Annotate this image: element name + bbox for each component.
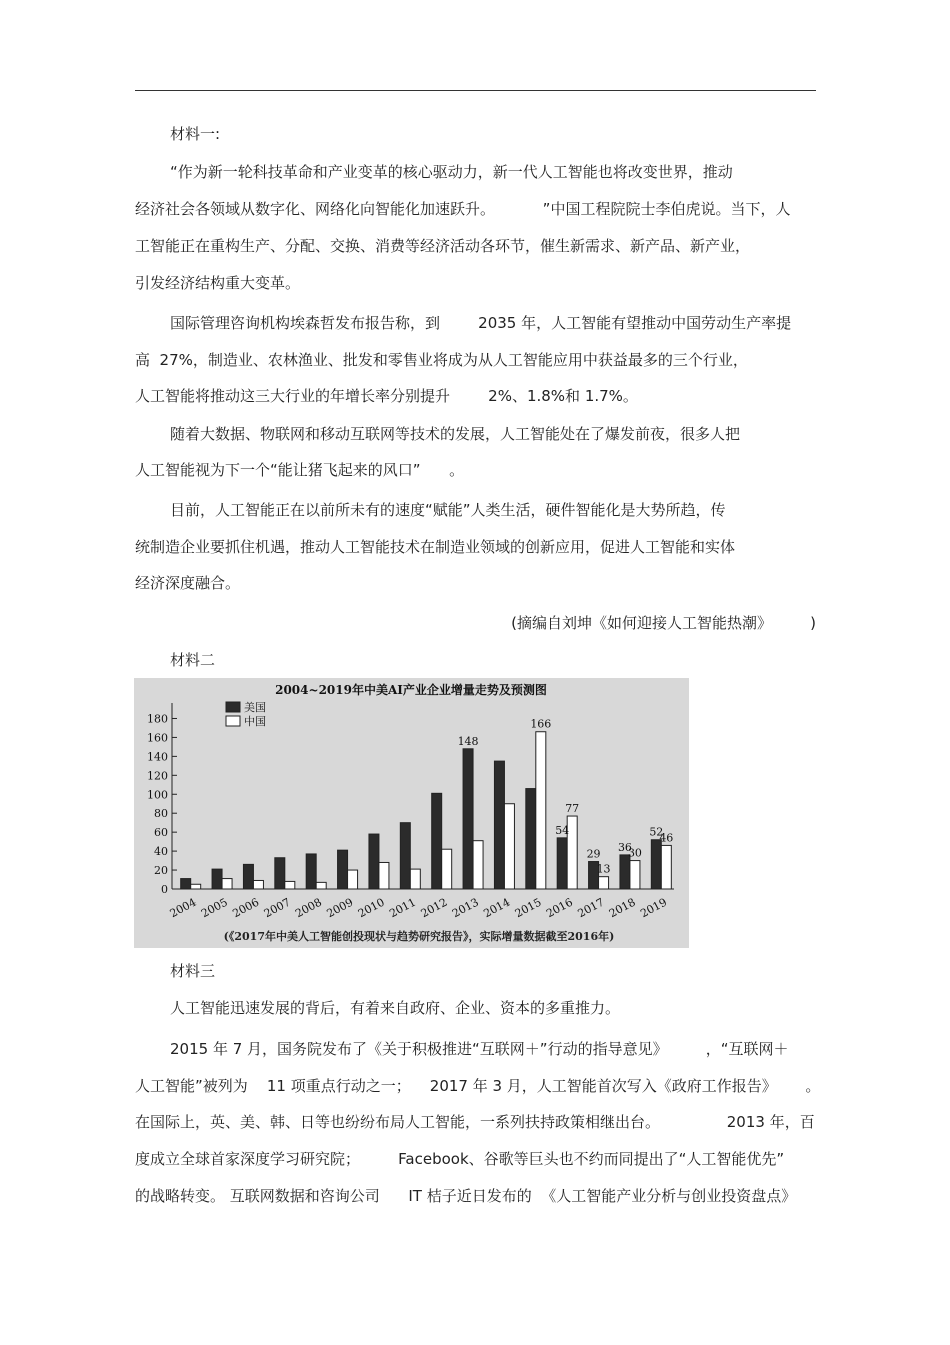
bar-china <box>504 804 514 889</box>
bar-china <box>191 884 201 889</box>
bar-china <box>473 841 483 889</box>
paragraph-line: 人工智能将推动这三大行业的年增长率分别提升 2%、1.8%和 1.7%。 <box>135 387 638 405</box>
bar-usa <box>369 834 379 889</box>
chart-title: 2004~2019年中美AI产业企业增量走势及预测图 <box>275 683 547 697</box>
legend-label-usa: 美国 <box>244 701 266 714</box>
source-citation: (摘编自刘坤《如何迎接人工智能热潮》 ) <box>511 614 816 632</box>
y-tick-label: 60 <box>154 826 168 840</box>
material-two-heading: 材料二 <box>170 651 216 669</box>
bar-usa <box>463 749 473 889</box>
paragraph-line: 统制造企业要抓住机遇，推动人工智能技术在制造业领域的创新应用，促进人工智能和实体 <box>135 538 736 556</box>
bar-china <box>410 869 420 889</box>
material-one-heading: 材料一: <box>170 125 221 143</box>
y-tick-label: 20 <box>154 864 168 878</box>
paragraph-line: 经济深度融合。 <box>135 574 241 592</box>
data-label: 29 <box>586 847 601 861</box>
paragraph-line: 人工智能迅速发展的背后，有着来自政府、企业、资本的多重推力。 <box>170 999 621 1017</box>
bar-usa <box>212 869 222 889</box>
bar-china <box>442 849 452 889</box>
paragraph-line: 经济社会各领域从数字化、网络化向智能化加速跃升。 ”中国工程院院士李伯虎说。当下，人 <box>135 200 791 218</box>
y-tick-label: 0 <box>161 883 168 896</box>
bar-usa <box>620 855 630 889</box>
x-tick-label: 2018 <box>606 895 638 921</box>
x-tick-label: 2006 <box>230 895 262 921</box>
x-tick-label: 2010 <box>355 895 387 921</box>
x-tick-label: 2017 <box>575 895 607 921</box>
x-tick-label: 2014 <box>481 895 513 921</box>
x-tick-label: 2009 <box>324 895 356 921</box>
bar-china <box>222 879 232 889</box>
x-tick-label: 2013 <box>450 895 481 921</box>
bar-china <box>285 881 295 889</box>
bar-usa <box>432 793 442 889</box>
legend-swatch-usa <box>226 702 240 712</box>
x-tick-label: 2007 <box>261 895 293 921</box>
paragraph-line: 国际管理咨询机构埃森哲发布报告称，到 2035 年，人工智能有望推动中国劳动生产率提 <box>170 314 792 332</box>
bar-usa <box>306 854 316 889</box>
paragraph-line: 在国际上，英、美、韩、日等也纷纷布局人工智能，一系列扶持政策相继出台。 2013 年，百 <box>135 1113 815 1131</box>
legend-swatch-china <box>226 716 240 726</box>
bar-china <box>253 880 263 889</box>
bar-usa <box>494 761 504 889</box>
data-label: 52 <box>649 825 664 839</box>
paragraph-line: 2015 年 7 月，国务院发布了《关于积极推进“互联网＋”行动的指导意见》 ，“互联网＋ <box>170 1040 789 1058</box>
paragraph-line: 人工智能视为下一个“能让猪飞起来的风口” 。 <box>135 461 465 479</box>
data-label: 13 <box>596 862 611 876</box>
paragraph-line: 目前，人工智能正在以前所未有的速度“赋能”人类生活，硬件智能化是大势所趋，传 <box>170 501 726 519</box>
bar-usa <box>275 858 285 889</box>
y-tick-label: 160 <box>147 731 168 745</box>
paragraph-line: 引发经济结构重大变革。 <box>135 274 301 292</box>
chart-footnote: (《2017年中美人工智能创投现状与趋势研究报告》，实际增量数据截至2016年) <box>223 930 615 943</box>
data-label: 54 <box>555 823 570 837</box>
bar-chart <box>134 678 689 948</box>
y-tick-label: 100 <box>147 788 168 802</box>
x-tick-label: 2019 <box>638 895 670 921</box>
bar-china <box>316 882 326 889</box>
bar-china <box>630 861 640 889</box>
x-tick-label: 2015 <box>512 895 544 921</box>
data-label: 30 <box>627 846 642 860</box>
bar-usa <box>243 864 253 889</box>
paragraph-line: 高 27%，制造业、农林渔业、批发和零售业将成为从人工智能应用中获益最多的三个行业， <box>135 351 748 369</box>
y-tick-label: 180 <box>147 712 168 726</box>
bar-usa <box>400 823 410 889</box>
data-label: 77 <box>565 802 580 816</box>
data-label: 166 <box>530 717 552 731</box>
bar-usa <box>338 850 348 889</box>
x-tick-label: 2005 <box>199 895 230 921</box>
bar-usa <box>181 879 191 889</box>
x-tick-label: 2016 <box>544 895 575 921</box>
bar-china <box>348 870 358 889</box>
paragraph-line: “作为新一轮科技革命和产业变革的核心驱动力，新一代人工智能也将改变世界，推动 <box>170 163 733 181</box>
legend-label-china: 中国 <box>244 715 266 728</box>
x-tick-label: 2008 <box>293 895 324 921</box>
paragraph-line: 人工智能”被列为 11 项重点行动之一； 2017 年 3 月，人工智能首次写入《政府工作报告》 。 <box>135 1077 821 1095</box>
bar-china <box>661 845 671 889</box>
bar-china <box>599 877 609 889</box>
bar-china <box>379 862 389 889</box>
y-tick-label: 140 <box>147 750 168 764</box>
material-three-heading: 材料三 <box>170 962 216 980</box>
bar-usa <box>526 789 536 889</box>
bar-usa <box>557 838 567 889</box>
paragraph-line: 度成立全球首家深度学习研究院； Facebook、谷歌等巨头也不约而同提出了“人工智能优先” <box>135 1150 785 1168</box>
data-label: 36 <box>617 840 632 854</box>
data-label: 46 <box>659 831 674 845</box>
top-rule <box>135 90 816 91</box>
y-tick-label: 80 <box>154 807 168 821</box>
paragraph-line: 的战略转变。 互联网数据和咨询公司 IT 桔子近日发布的 《人工智能产业分析与创业投资盘点》 <box>135 1187 797 1205</box>
paragraph-line: 随着大数据、物联网和移动互联网等技术的发展，人工智能处在了爆发前夜，很多人把 <box>170 425 741 443</box>
x-tick-label: 2012 <box>418 895 450 921</box>
data-label: 148 <box>457 734 479 748</box>
paragraph-line: 工智能正在重构生产、分配、交换、消费等经济活动各环节，催生新需求、新产品、新产业， <box>135 237 751 255</box>
x-tick-label: 2004 <box>167 895 199 921</box>
bar-china <box>536 732 546 889</box>
x-tick-label: 2011 <box>387 895 419 921</box>
y-tick-label: 120 <box>147 769 168 783</box>
y-tick-label: 40 <box>154 845 168 859</box>
chart-canvas <box>134 678 689 948</box>
bar-usa <box>651 840 661 889</box>
